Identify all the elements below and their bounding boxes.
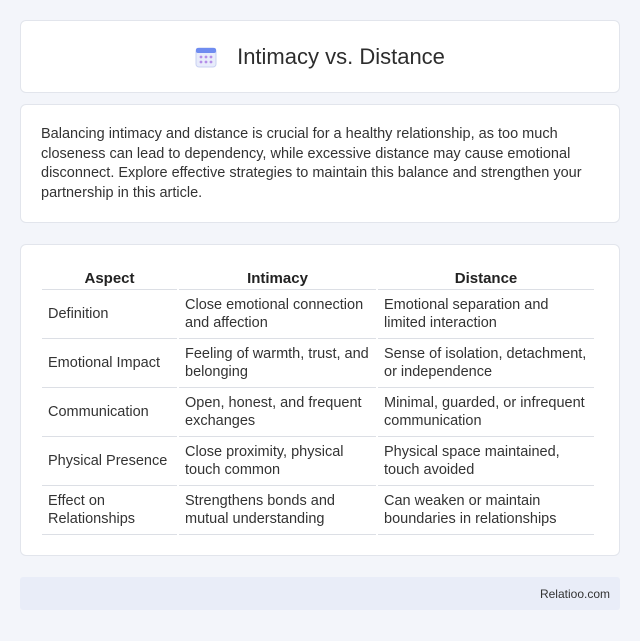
row-distance: Physical space maintained, touch avoided	[378, 437, 594, 486]
intro-card	[20, 104, 620, 223]
calendar-icon	[195, 46, 217, 68]
row-aspect: Effect on Relationships	[42, 486, 177, 535]
header-aspect: Aspect	[42, 265, 177, 290]
header-intimacy: Intimacy	[179, 265, 376, 290]
row-intimacy: Strengthens bonds and mutual understanding	[179, 486, 376, 535]
row-intimacy: Close emotional connection and affection	[179, 290, 376, 339]
row-intimacy: Open, honest, and frequent exchanges	[179, 388, 376, 437]
footer-brand: Relatioo.com	[539, 586, 610, 601]
comparison-table-card	[20, 244, 620, 556]
title-card	[20, 20, 620, 93]
table-row	[42, 437, 594, 486]
footer	[20, 577, 620, 610]
comparison-table	[40, 265, 596, 535]
row-intimacy: Feeling of warmth, trust, and belonging	[179, 339, 376, 388]
row-aspect: Definition	[42, 290, 177, 339]
table-row	[42, 290, 594, 339]
row-aspect: Communication	[42, 388, 177, 437]
table-row	[42, 486, 594, 535]
row-aspect: Physical Presence	[42, 437, 177, 486]
row-distance: Emotional separation and limited interaction	[378, 290, 594, 339]
row-intimacy: Close proximity, physical touch common	[179, 437, 376, 486]
row-distance: Can weaken or maintain boundaries in relationships	[378, 486, 594, 535]
page-title: Intimacy vs. Distance	[237, 43, 445, 69]
row-distance: Minimal, guarded, or infrequent communication	[378, 388, 594, 437]
header-distance: Distance	[378, 265, 594, 290]
row-aspect: Emotional Impact	[42, 339, 177, 388]
intro-text: Balancing intimacy and distance is crucial for a healthy relationship, as too much closeness can lead to dependency, while excessive distance may cause emotional disconnect. Explore effective strategies to maintain this balance and strengthen your partnership in this article.	[41, 126, 582, 201]
table-row	[42, 388, 594, 437]
table-header-row	[42, 265, 594, 290]
table-row	[42, 339, 594, 388]
row-distance: Sense of isolation, detachment, or independence	[378, 339, 594, 388]
